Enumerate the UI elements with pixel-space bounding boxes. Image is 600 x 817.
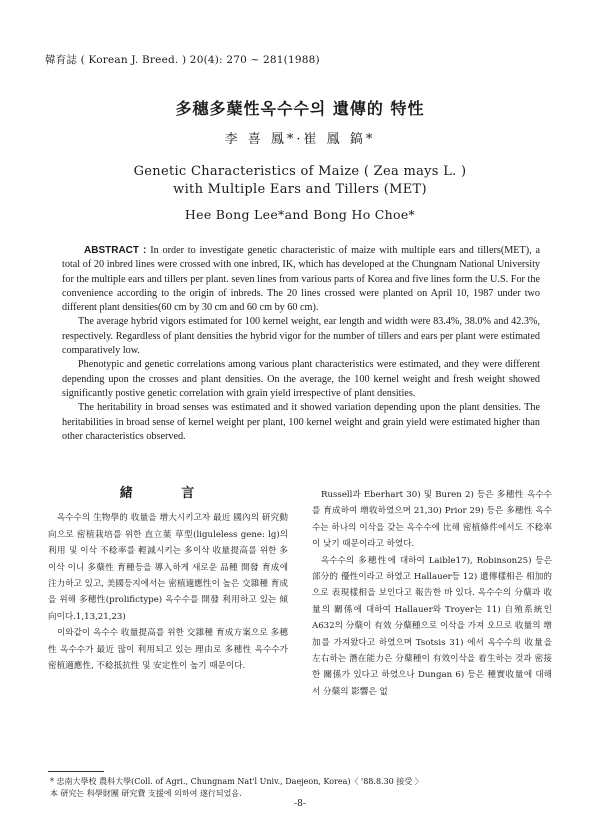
english-title-line-1: Genetic Characteristics of Maize ( Zea mays L. ): [133, 164, 467, 179]
abstract-paragraph-1: [62, 244, 540, 315]
abstract: [62, 244, 540, 444]
footnote-affiliation: * 忠南大學校 農科大學(Coll. of Agri., Chungnam Nat'l Univ., Daejeon, Korea)〈 '88.8.30 接受 〉: [50, 777, 423, 786]
abstract-label: ABSTRACT :: [84, 245, 147, 256]
footnote-rule: [48, 771, 104, 772]
right-paragraph-1: Russell과 Eberhart 30) 및 Buren 2) 등은 多穗性 옥수수를 育成하여 增收하였으며 21,30) Prior 29) 등은 多穗性 옥수수는 하나의 이삭을 갖는 옥수수에 比해 密植條件에서도 不稔率이 낮기 때문이라고 하였다.: [312, 490, 552, 550]
footnote-funding: 本 研究는 科學財團 研究費 支援에 의하여 遂行되었음.: [50, 789, 242, 798]
korean-authors: 李 喜 鳳*·崔 鳳 鎬*: [224, 132, 376, 147]
left-paragraph-1: 옥수수의 生物學的 收量을 增大시키고자 最近 國內의 研究動向으로 密植栽培를 위한 直立葉 草型(liguleless gene: lg)의 利用 및 이삭 不稔率를 輕減시키는 多이삭 收量提高를 위한 多이삭 이니 多蘖性 育種등을 導入하게 새로운 品種 開發 育成에 注力하고 있고, 美國등지에서는 密植適應性이 높은 交雜種 育成을 위해 多穗性(prolifictype) 옥수수를 開發 利用하고 있는 傾向이다.1,13,21,23): [48, 513, 288, 622]
left-paragraph-2: 이와같이 옥수수 收量提高를 위한 交雜種 育成方案으로 多穗性 옥수수가 最近 많이 利用되고 있는 理由로 多穗性 옥수수가 密植適應性, 不稔抵抗性 및 安定性이 높기 때문이다.: [48, 628, 288, 672]
introduction-heading: 緒 言: [119, 486, 217, 501]
english-authors: Hee Bong Lee*and Bong Ho Choe*: [184, 207, 416, 222]
korean-title: 多穗多蘖性옥수수의 遺傳的 特性: [175, 99, 425, 118]
abstract-paragraph-2: The average hybrid vigors estimated for 100 kernel weight, ear length and width were 83.4%, 38.0% and 42.3%, respectively. Regardless of plant densities the hybrid vigor for the number of tillers and ears per plant were estimated comparatively low.: [62, 316, 540, 357]
footnote: [50, 776, 570, 800]
english-title-line-2: with Multiple Ears and Tillers (MET): [173, 182, 427, 197]
right-column: [312, 487, 552, 700]
abstract-paragraph-4: The heritability in broad senses was estimated and it showed variation depending upon the plant densities. The heritabilities in broad sense of kernel weight per plant, 100 kernel weight and grain yield were estimated higher than other characteristics observed.: [62, 402, 540, 442]
english-title: [0, 163, 600, 199]
right-paragraph-2: 옥수수의 多穗性에 대하여 Laible17), Robinson25) 등은 部分的 優性이라고 하였고 Hallauer등 12) 遺傳樣相은 相加的으로 表現樣相을 보인다고 報告한 바 있다. 옥수수의 分蘖과 收量의 關係에 대하여 Hallauer와 Troyer는 11) 自殖系統인 A632의 分蘖이 有效 分蘖種으로 이삭을 가져 오므로 收量의 增加를 가져왔다고 하였으며 Tsotsis 31) 에서 옥수수의 收量을 左右하는 潛在能力은 分蘖種이 有效이삭을 着生하는 것과 密接한 關係가 있다고 하였으나 Dungan 6) 등은 種實收量에 대해서 分蘖의 影響은 없: [312, 555, 552, 697]
abstract-paragraph-3: Phenotypic and genetic correlations among various plant characteristics were estimated, and they were different depending upon the crosses and plant densities. On the average, the 100 kernel weight and fresh weight showed significantly postive genetic correlation with grain yield irrespective of plant densities.: [62, 359, 540, 399]
abstract-text-1: In order to investigate genetic characteristic of maize with multiple ears and tillers(MET), a total of 20 inbred lines were crossed with one inbred, IK, which has developed at the Chungnam National University for the multiple ears and tillers per plant. seven lines from various parts of Korea and five lines form the U.S. For the convenience according to the origin of inbreds. The 20 lines crossed were planted on April 10, 1987 under two different plant densities(60 cm by 30 cm and 60 cm by 60 cm).: [62, 245, 540, 314]
journal-reference: 韓育誌 ( Korean J. Breed. ) 20(4): 270 ~ 281(1988): [45, 54, 320, 66]
page-number: -8-: [294, 799, 306, 809]
left-column: [48, 478, 288, 674]
